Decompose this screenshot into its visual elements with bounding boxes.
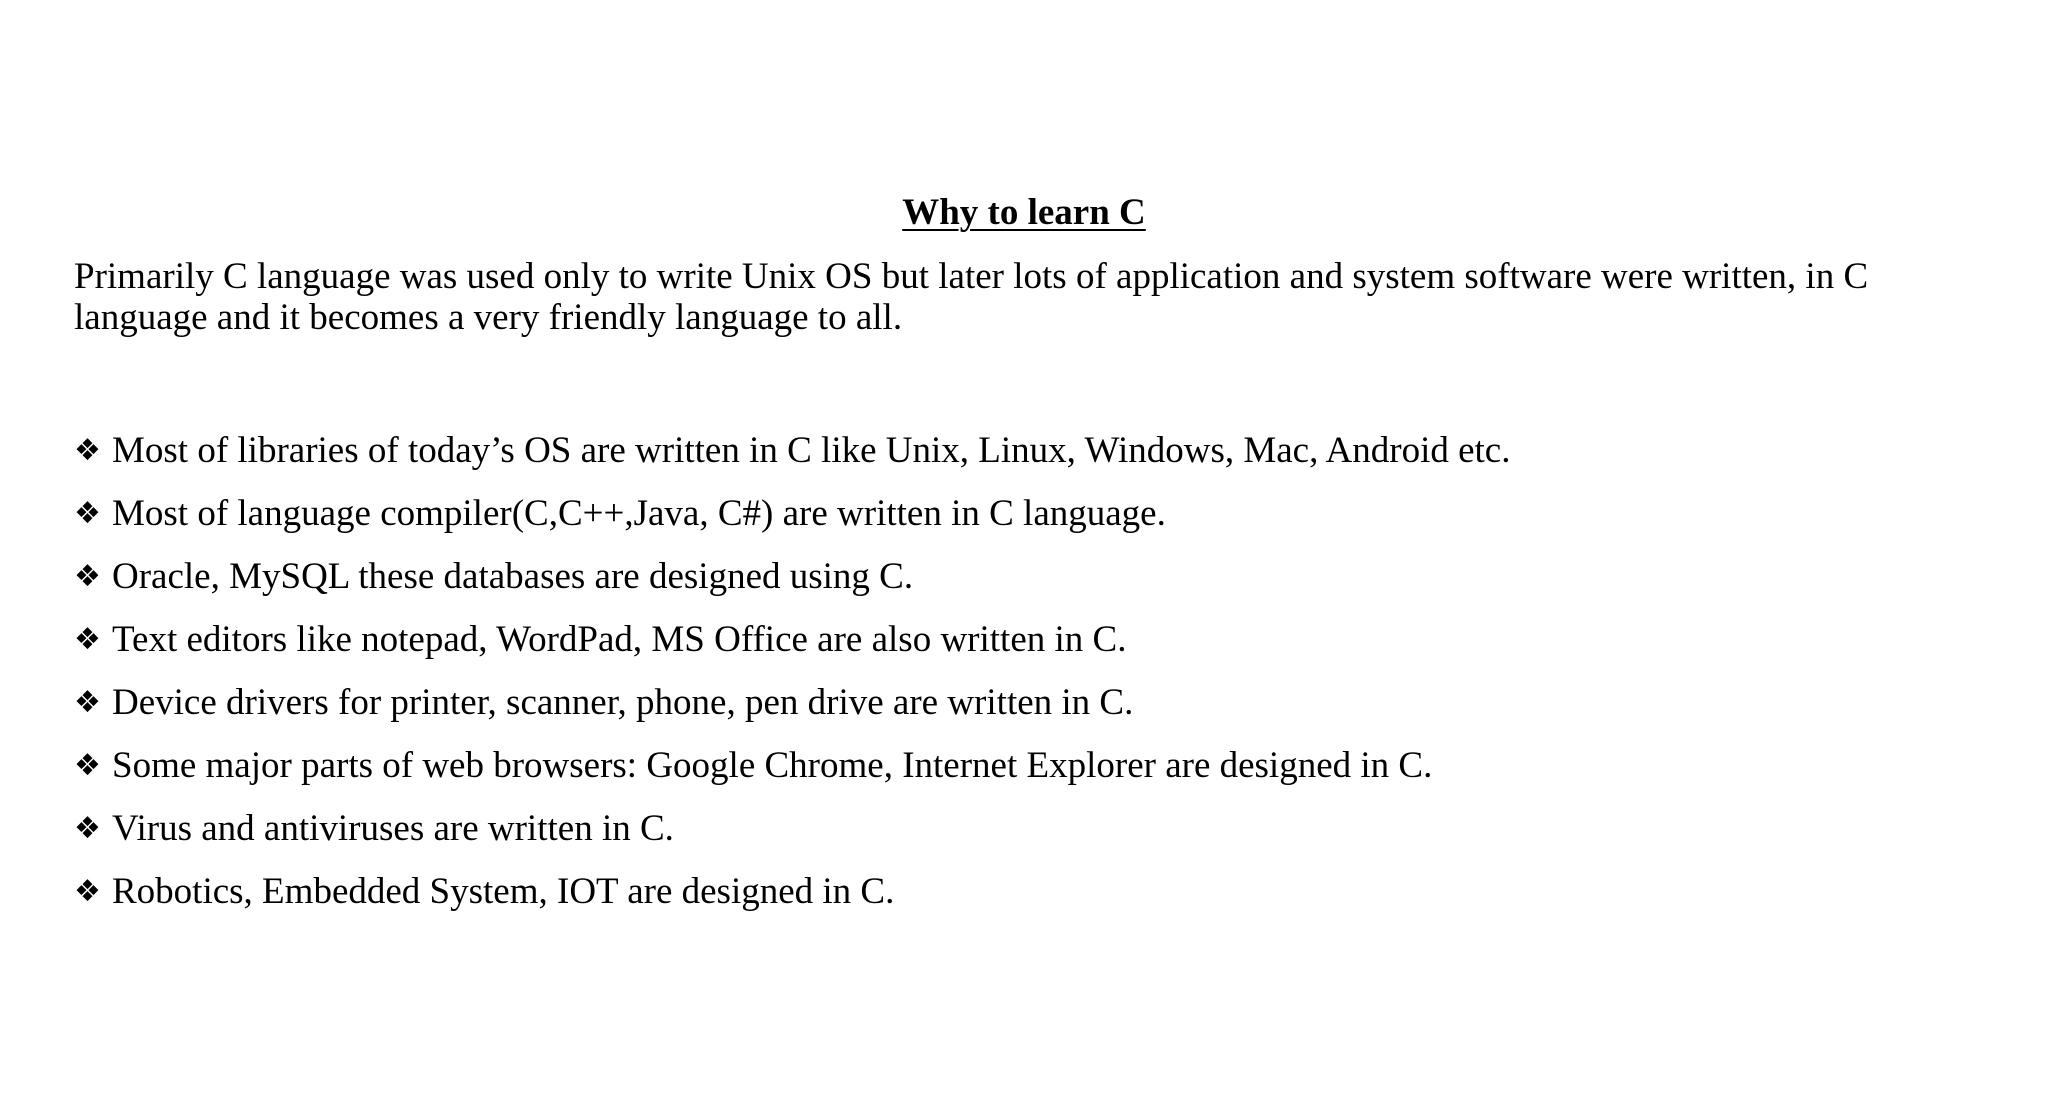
list-item bbox=[74, 860, 1510, 923]
list-item-text: Oracle, MySQL these databases are designed using C. bbox=[112, 556, 914, 597]
diamond-bullet-icon: ❖ bbox=[74, 684, 101, 720]
list-item bbox=[74, 797, 1510, 860]
diamond-bullet-icon: ❖ bbox=[74, 621, 101, 657]
list-item bbox=[74, 608, 1510, 671]
diamond-bullet-icon: ❖ bbox=[74, 432, 101, 468]
list-item bbox=[74, 419, 1510, 482]
list-item-text: Text editors like notepad, WordPad, MS Office are also written in C. bbox=[112, 619, 1127, 660]
list-item-text: Most of libraries of today’s OS are written in C like Unix, Linux, Windows, Mac, Android etc. bbox=[112, 430, 1511, 471]
list-item bbox=[74, 671, 1510, 734]
list-item-text: Robotics, Embedded System, IOT are designed in C. bbox=[112, 871, 895, 912]
list-item bbox=[74, 482, 1510, 545]
list-item bbox=[74, 734, 1510, 797]
diamond-bullet-icon: ❖ bbox=[74, 495, 101, 531]
list-item-text: Most of language compiler(C,C++,Java, C#) are written in C language. bbox=[112, 493, 1166, 534]
list-item-text: Device drivers for printer, scanner, phone, pen drive are written in C. bbox=[112, 682, 1134, 723]
diamond-bullet-icon: ❖ bbox=[74, 558, 101, 594]
diamond-bullet-icon: ❖ bbox=[74, 873, 101, 909]
bullet-list bbox=[74, 419, 1510, 923]
diamond-bullet-icon: ❖ bbox=[74, 747, 101, 783]
intro-paragraph: Primarily C language was used only to write Unix OS but later lots of application and system software were written, in C language and it becomes a very friendly language to all. bbox=[74, 256, 1869, 338]
diamond-bullet-icon: ❖ bbox=[74, 810, 101, 846]
page-title: Why to learn C bbox=[902, 192, 1146, 233]
list-item-text: Virus and antiviruses are written in C. bbox=[112, 808, 674, 849]
list-item bbox=[74, 545, 1510, 608]
list-item-text: Some major parts of web browsers: Google Chrome, Internet Explorer are designed in C. bbox=[112, 745, 1433, 786]
